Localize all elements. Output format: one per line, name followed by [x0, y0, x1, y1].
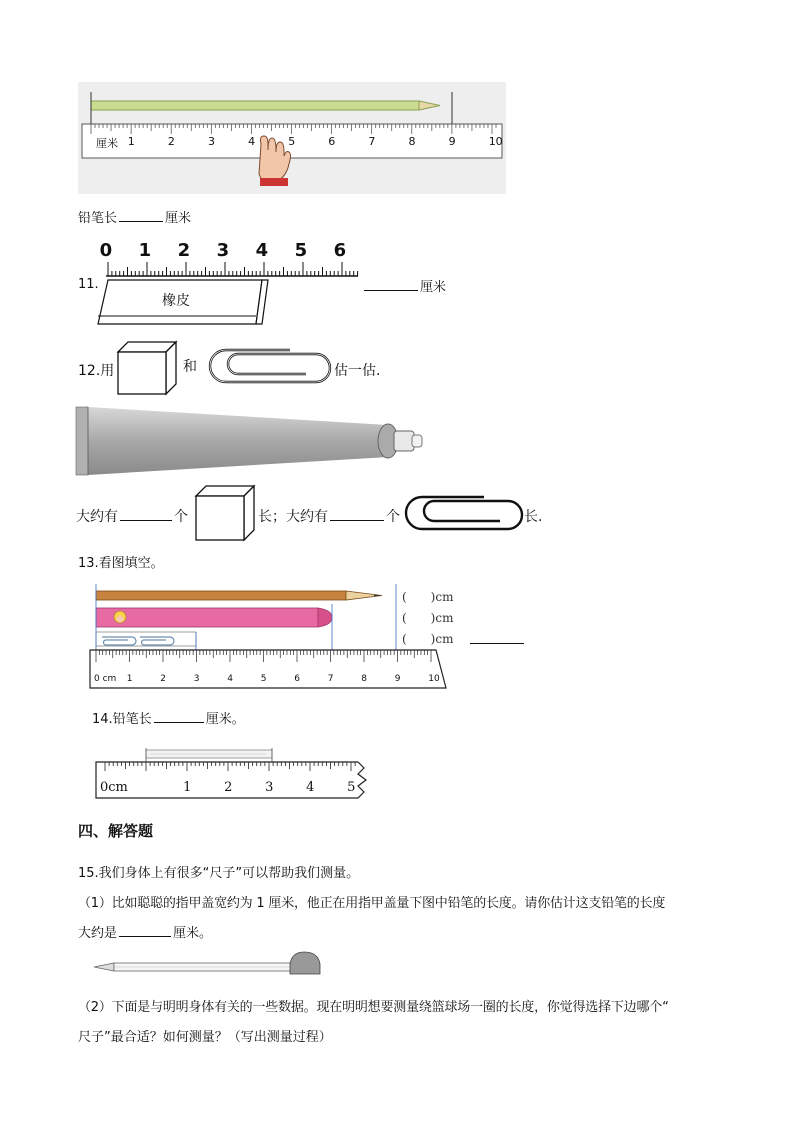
- q12-conj: 和: [183, 359, 197, 375]
- ruler-tick-label: 1: [126, 674, 133, 684]
- ruler-tick-label: 6: [328, 135, 336, 148]
- ruler-tick-label: 9: [394, 674, 401, 684]
- pencil-with-finger-image: [92, 950, 324, 982]
- q10-prompt-before: 铅笔长: [78, 211, 118, 226]
- ruler-tick-label: 0: [99, 240, 113, 261]
- ruler-tick-label: 10: [428, 674, 440, 684]
- q15-intro: 15.我们身体上有很多“尺子”可以帮助我们测量。: [78, 866, 360, 881]
- q11-eraser-label: 橡皮: [162, 293, 190, 309]
- q13-ruler-unit: 0 cm: [94, 674, 117, 684]
- q12-answer-part1: 大约有: [76, 509, 118, 525]
- paperclip-icon: [402, 493, 526, 533]
- q15-part1-line1: （1）比如聪聪的指甲盖宽约为 1 厘米，他正在用指甲盖量下图中铅笔的长度。请你估计这支铅笔的长度: [78, 896, 666, 911]
- paperclip-icon: [206, 346, 334, 386]
- q12-prefix: 12.用: [78, 363, 115, 379]
- q13-figure: [88, 582, 528, 692]
- section-title: 四、解答题: [78, 822, 154, 840]
- q10-prompt: [78, 207, 191, 226]
- q13-bracket-crayon[interactable]: ( )cm: [402, 611, 454, 625]
- ruler-tick-label: 5: [260, 674, 267, 684]
- ruler-tick-label: 1: [127, 135, 135, 148]
- q11-answer: [362, 276, 446, 295]
- q13-brackets: [402, 588, 453, 651]
- q12-suffix: 估一估.: [334, 363, 381, 379]
- q12-answer-part4: 个: [386, 509, 400, 525]
- q11-figure: [96, 238, 366, 330]
- q12-blank-cubes[interactable]: [120, 519, 172, 521]
- ruler-tick-label: 8: [361, 674, 368, 684]
- q14-figure: [94, 748, 374, 802]
- ruler-tick-label: 3: [265, 780, 274, 795]
- q11-ruler-illustration: [96, 238, 366, 330]
- q13-title: 13.看图填空。: [78, 556, 164, 571]
- q10-ruler-unit: 厘米: [96, 137, 118, 150]
- q11-answer-unit: 厘米: [420, 280, 447, 295]
- ruler-tick-label: 5: [294, 240, 308, 261]
- ruler-tick-label: 10: [488, 135, 503, 148]
- q15-part1-line2: [78, 922, 212, 941]
- ruler-tick-label: 6: [333, 240, 347, 261]
- ruler-tick-label: 5: [288, 135, 296, 148]
- q14-prompt-before: 14.铅笔长: [92, 712, 152, 727]
- ruler-tick-label: 2: [177, 240, 191, 261]
- q12-blank-clips[interactable]: [330, 519, 384, 521]
- ruler-tick-label: 2: [224, 780, 233, 795]
- ruler-tick-label: 3: [193, 674, 200, 684]
- q12-answer-part2: 个: [174, 509, 188, 525]
- cube-icon: [194, 484, 258, 542]
- q10-answer-blank[interactable]: [119, 220, 163, 222]
- q12-answer-part5: 长.: [524, 509, 543, 525]
- q11-number: 11.: [78, 277, 99, 292]
- q15-part2-line2: 尺子”最合适？如何测量？（写出测量过程）: [78, 1030, 332, 1045]
- toothpaste-tube-image: [76, 405, 426, 477]
- q13-bracket-pencil[interactable]: ( )cm: [402, 590, 454, 604]
- ruler-tick-label: 9: [448, 135, 456, 148]
- q12-answer-part3: 长；大约有: [258, 509, 328, 525]
- q15-part1-after: 厘米。: [173, 926, 213, 941]
- ruler-tick-label: 3: [208, 135, 215, 148]
- q10-prompt-after: 厘米: [165, 211, 192, 226]
- q13-extra-blank[interactable]: [470, 642, 524, 644]
- q14-prompt-after: 厘米。: [205, 712, 245, 727]
- cube-icon: [114, 340, 180, 398]
- ruler-tick-label: 4: [248, 135, 256, 148]
- q15-answer-blank[interactable]: [119, 935, 171, 937]
- ruler-tick-label: 5: [347, 780, 356, 795]
- q11-answer-blank[interactable]: [364, 289, 418, 291]
- ruler-tick-label: 7: [368, 135, 376, 148]
- ruler-tick-label: 1: [138, 240, 152, 261]
- ruler-tick-label: 4: [306, 780, 315, 795]
- q12-answer-line-a: [76, 506, 188, 526]
- ruler-tick-label: 6: [294, 674, 301, 684]
- q14-illustration: [94, 748, 374, 802]
- ruler-tick-label: 8: [408, 135, 416, 148]
- q13-bracket-clips[interactable]: ( )cm: [402, 632, 454, 646]
- q14-answer-blank[interactable]: [154, 721, 204, 723]
- q13-illustration: [88, 582, 528, 692]
- q14-ruler-unit: 0cm: [100, 780, 128, 795]
- ruler-tick-label: 2: [160, 674, 167, 684]
- q12-answer-line-b: [258, 506, 400, 526]
- ruler-tick-label: 7: [327, 674, 334, 684]
- ruler-tick-label: 4: [227, 674, 234, 684]
- q15-part2-line1: （2）下面是与明明身体有关的一些数据。现在明明想要测量绕篮球场一圈的长度，你觉得选择下边哪个“: [78, 1000, 669, 1015]
- ruler-tick-label: 2: [167, 135, 175, 148]
- ruler-tick-label: 1: [183, 780, 192, 795]
- ruler-tick-label: 3: [216, 240, 230, 261]
- ruler-tick-label: 4: [255, 240, 269, 261]
- q15-part1-before: 大约是: [78, 926, 118, 941]
- q10-figure: [78, 82, 506, 194]
- q14-prompt: [92, 708, 245, 727]
